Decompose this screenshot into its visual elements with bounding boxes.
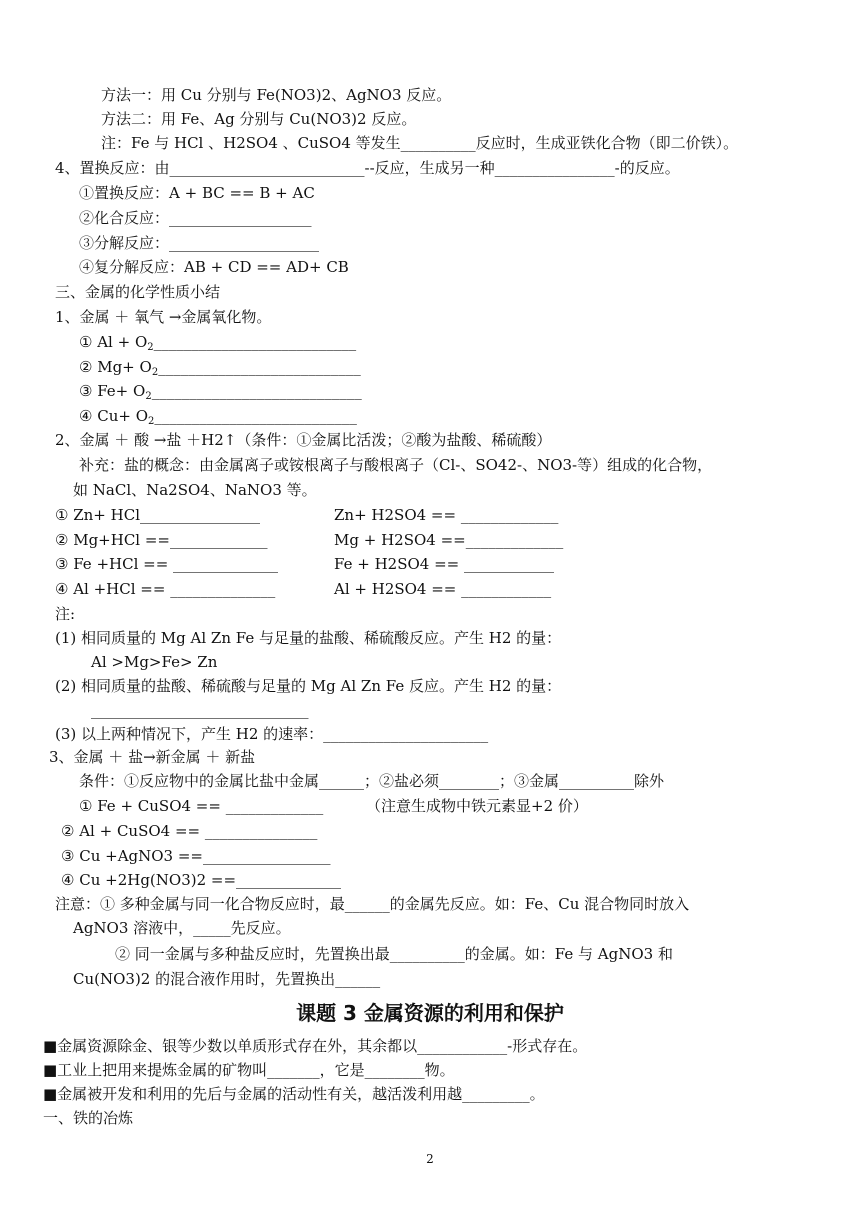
oxygen-eq-2: ② $Mg+ O_2\_\_\_\_\_\_\_\_\_\_\_\_\_\_\_\_\_\_\_\_\_\_\_\_\_\_\_$	[79, 358, 361, 378]
point-metal-acid: 2、金属 ＋ 酸 →盐 ＋H2↑（条件：①金属比活泼；②酸为盐酸、稀硫酸）	[55, 431, 552, 449]
acid-eq-2-h2so4: Mg + H2SO4 ==_____________	[334, 531, 564, 549]
acid-eq-4-hcl: ④ Al +HCl == ______________	[55, 580, 276, 598]
section-three-heading: 三、金属的化学性质小结	[55, 283, 221, 301]
method-one: 方法一：用 Cu 分别与 Fe(NO3)2、AgNO3 反应。	[101, 86, 452, 104]
attention-1-cont: AgNO3 溶液中，_____先反应。	[73, 919, 291, 937]
reaction-type-1: ①置换反应：A + BC == B + AC	[79, 184, 315, 202]
salt-eq-1-note: （注意生成物中铁元素显+2 价）	[366, 797, 588, 815]
reaction-type-4: ④复分解反应：AB + CD == AD+ CB	[79, 258, 349, 276]
attention-2-cont: Cu(NO3)2 的混合液作用时，先置换出______	[73, 970, 381, 988]
reaction-type-2: ②化合反应：___________________	[79, 209, 312, 227]
salt-eq-4: ④ Cu +2Hg(NO3)2 ==______________	[61, 871, 342, 889]
acid-eq-4-h2so4: Al + H2SO4 == ____________	[334, 580, 552, 598]
oxygen-eq-4: ④ $Cu+ O_2\_\_\_\_\_\_\_\_\_\_\_\_\_\_\_\_\_\_\_\_\_\_\_\_\_\_\_$	[79, 407, 357, 427]
acid-eq-1-hcl: ① Zn+ HCl________________	[55, 506, 260, 524]
method-two: 方法二：用 Fe、Ag 分别与 Cu(NO3)2 反应。	[101, 110, 417, 128]
attention-2: ② 同一金属与多种盐反应时，先置换出最__________的金属。如：Fe 与 AgNO3 和	[115, 945, 673, 963]
supplement-salt: 补充：盐的概念：由金属离子或铵根离子与酸根离子（Cl-、SO42-、NO3-等）组成的化合物，	[79, 456, 713, 474]
note-1: (1) 相同质量的 Mg Al Zn Fe 与足量的盐酸、稀硫酸反应。产生 H2 的量：	[55, 629, 562, 647]
displacement-definition: 4、置换反应：由__________________________--反应，生成另一种________________-的反应。	[55, 159, 680, 177]
salt-conditions: 条件：①反应物中的金属比盐中金属______；②盐必须________；③金属__________除外	[79, 772, 665, 790]
attention-1: 注意：① 多种金属与同一化合物反应时，最______的金属先反应。如：Fe、Cu 混合物同时放入	[55, 895, 690, 913]
reaction-type-3: ③分解反应：____________________	[79, 234, 320, 252]
bullet-1: ■金属资源除金、银等少数以单质形式存在外，其余都以____________-形式存在。	[43, 1037, 588, 1055]
oxygen-eq-1: ① $Al + O_2\_\_\_\_\_\_\_\_\_\_\_\_\_\_\_\_\_\_\_\_\_\_\_\_\_\_\_$	[79, 333, 357, 353]
note-3: (3) 以上两种情况下，产生 H2 的速率：______________________	[55, 725, 489, 743]
salt-eq-1: ① Fe + CuSO4 == _____________	[79, 797, 324, 815]
point-metal-salt: 3、金属 ＋ 盐→新金属 ＋ 新盐	[49, 748, 256, 766]
bullet-3: ■金属被开发和利用的先后与金属的活动性有关，越活泼利用越_________。	[43, 1085, 545, 1103]
acid-eq-3-hcl: ③ Fe +HCl == ______________	[55, 555, 279, 573]
supplement-examples: 如 NaCl、Na2SO4、NaNO3 等。	[73, 481, 317, 499]
point-metal-oxygen: 1、金属 ＋ 氧气 →金属氧化物。	[55, 308, 272, 326]
note-2: (2) 相同质量的盐酸、稀硫酸与足量的 Mg Al Zn Fe 反应。产生 H2 的量：	[55, 677, 562, 695]
section-iron-smelting: 一、铁的冶炼	[43, 1109, 134, 1127]
note-1-answer: Al >Mg>Fe> Zn	[91, 653, 218, 671]
acid-eq-2-hcl: ② Mg+HCl ==_____________	[55, 531, 268, 549]
page-number: 2	[426, 1152, 434, 1166]
lesson-title: 课题 3 金属资源的利用和保护	[296, 1001, 564, 1025]
note-2-blank: _____________________________	[91, 701, 309, 719]
salt-eq-2: ② Al + CuSO4 == _______________	[61, 822, 318, 840]
bullet-2: ■工业上把用来提炼金属的矿物叫_______，它是________物。	[43, 1061, 455, 1079]
note-ferrous: 注：Fe 与 HCl 、H2SO4 、CuSO4 等发生__________反应时，生成亚铁化合物（即二价铁）。	[101, 134, 739, 152]
acid-eq-3-h2so4: Fe + H2SO4 == ____________	[334, 555, 554, 573]
acid-eq-1-h2so4: Zn+ H2SO4 == _____________	[334, 506, 559, 524]
oxygen-eq-3: ③ $Fe+ O_2\_\_\_\_\_\_\_\_\_\_\_\_\_\_\_\_\_\_\_\_\_\_\_\_\_\_\_\_$	[79, 382, 362, 402]
salt-eq-3: ③ Cu +AgNO3 ==_________________	[61, 847, 331, 865]
note-label: 注:	[55, 605, 76, 623]
